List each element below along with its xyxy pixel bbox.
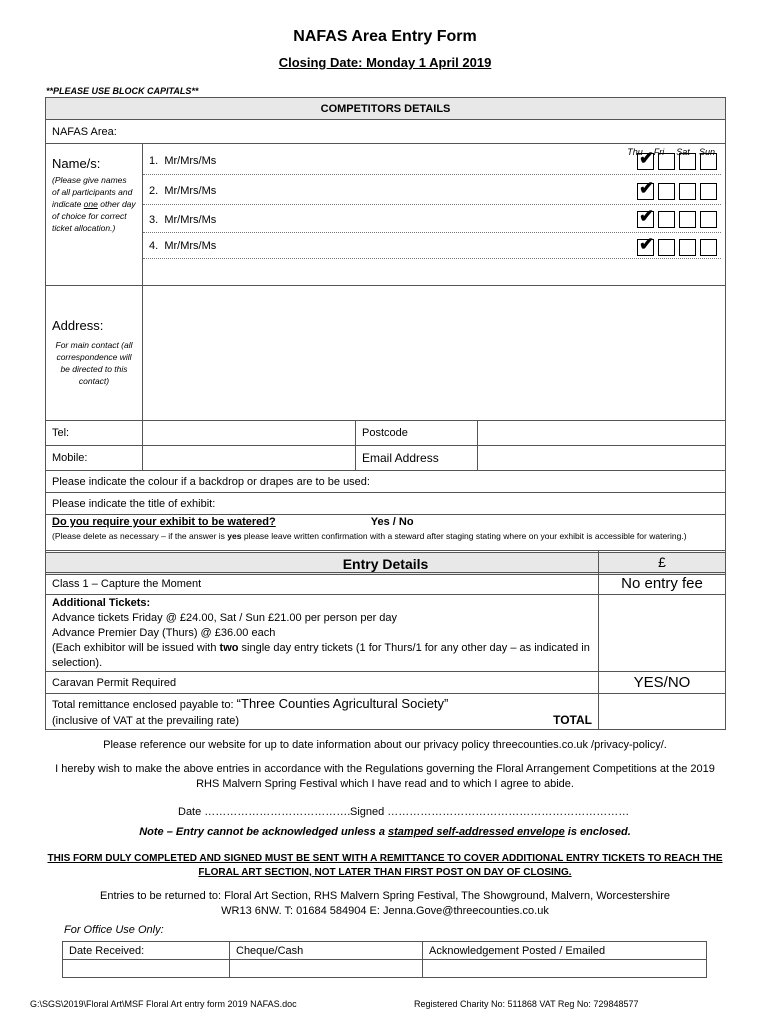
date-received-label: Date Received: xyxy=(63,942,230,960)
fri-checkbox-3[interactable] xyxy=(658,211,675,228)
tick-icon: ✔ xyxy=(639,234,655,254)
thu-checkbox-4[interactable] xyxy=(637,234,655,256)
additional-heading: Additional Tickets: xyxy=(52,597,151,609)
address-label-cell xyxy=(46,286,143,421)
competitors-heading: COMPETITORS DETAILS xyxy=(46,98,726,120)
remittance-line: Total remittance enclosed payable to: “Three Counties Agricultural Society” xyxy=(52,696,449,711)
advance-line: Advance tickets Friday @ £24.00, Sat / Sun £21.00 per person per day xyxy=(52,612,398,624)
total-label: TOTAL xyxy=(553,713,592,727)
name-entry-3[interactable]: 3. Mr/Mrs/Ms xyxy=(149,214,217,226)
fri-checkbox-1[interactable] xyxy=(658,153,675,170)
sun-checkbox-3[interactable] xyxy=(700,211,717,228)
class-fee: No entry fee xyxy=(599,573,726,595)
names-label: Name/s: xyxy=(52,156,101,171)
class-label: Class 1 – Capture the Moment xyxy=(46,573,599,595)
cheque-cash-label: Cheque/Cash xyxy=(230,942,423,960)
privacy-note: Please reference our website for up to date information about our privacy policy threecounties.co.uk /privacy-policy/. xyxy=(103,739,667,751)
pound-header: £ xyxy=(599,551,726,573)
day-thu: Thu xyxy=(627,147,643,157)
names-note: (Please give names of all participants and indicate one other day of choice for correct ticket allocation.) xyxy=(52,175,136,233)
nafas-area-label: NAFAS Area: xyxy=(52,125,117,138)
date-received-field[interactable] xyxy=(63,960,230,978)
tel-field[interactable] xyxy=(143,421,356,446)
thu-checkbox-1[interactable] xyxy=(637,148,655,170)
watered-question: Do you require your exhibit to be watered? xyxy=(52,516,276,528)
names-label-cell xyxy=(46,144,143,286)
address-note: For main contact (all correspondence will be directed to this contact) xyxy=(55,340,133,386)
entry-heading: Entry Details xyxy=(46,553,726,575)
date-line[interactable]: Date …………………………………. xyxy=(178,806,351,818)
page-title: NAFAS Area Entry Form xyxy=(293,28,477,45)
tick-icon: ✔ xyxy=(639,178,655,198)
sat-checkbox-2[interactable] xyxy=(679,183,696,200)
day-checkboxes-4 xyxy=(633,234,717,256)
names-cell xyxy=(143,144,726,286)
file-path: G:\SGS\2019\Floral Art\MSF Floral Art entry form 2019 NAFAS.doc xyxy=(30,999,297,1009)
acknowledgement-label: Acknowledgement Posted / Emailed xyxy=(423,942,707,960)
mobile-label: Mobile: xyxy=(46,446,143,471)
day-fri: Fri xyxy=(653,147,665,157)
address-label: Address: xyxy=(52,318,104,333)
sun-checkbox-2[interactable] xyxy=(700,183,717,200)
nafas-area-field[interactable] xyxy=(46,120,726,144)
signed-line[interactable]: Signed ………………………………………………………… xyxy=(350,806,630,818)
tick-icon: ✔ xyxy=(639,148,655,168)
caravan-label: Caravan Permit Required xyxy=(46,672,599,694)
email-label: Email Address xyxy=(356,446,478,471)
sat-checkbox-4[interactable] xyxy=(679,239,696,256)
vat-line: (inclusive of VAT at the prevailing rate) xyxy=(52,715,240,727)
envelope-note: Note – Entry cannot be acknowledged unless a stamped self-addressed envelope is enclosed. xyxy=(139,826,631,838)
office-table xyxy=(62,941,707,978)
backdrop-field[interactable]: Please indicate the colour if a backdrop or drapes are to be used: xyxy=(46,471,726,493)
remittance-cell xyxy=(46,694,599,730)
declaration: I hereby wish to make the above entries in accordance with the Regulations governing the Floral Arrangement Competitions at the 2019 RHS Malvern Spring Festival which I have read and to which I agree to abide. xyxy=(55,763,715,790)
watering-cell xyxy=(46,515,726,553)
name-entry-2[interactable]: 2. Mr/Mrs/Ms xyxy=(149,185,217,197)
sun-checkbox-4[interactable] xyxy=(700,239,717,256)
thu-checkbox-3[interactable] xyxy=(637,206,655,228)
mobile-field[interactable] xyxy=(143,446,356,471)
must-send-notice: THIS FORM DULY COMPLETED AND SIGNED MUST BE SENT WITH A REMITTANCE TO COVER ADDITIONAL ENTRY TICKETS TO REACH THE FLORAL ART SECTION, NOT LATER THAN FIRST POST ON DAY OF CLOSING. xyxy=(47,853,723,878)
sat-checkbox-1[interactable] xyxy=(679,153,696,170)
day-checkboxes-3 xyxy=(633,206,717,228)
day-checkboxes-2 xyxy=(633,178,717,200)
name-entry-4[interactable]: 4. Mr/Mrs/Ms xyxy=(149,240,217,252)
entry-table xyxy=(45,550,726,730)
postcode-label: Postcode xyxy=(356,421,478,446)
exhibit-title-field[interactable]: Please indicate the title of exhibit: xyxy=(46,493,726,515)
thu-checkbox-2[interactable] xyxy=(637,178,655,200)
entry-blank xyxy=(46,551,599,573)
return-address: Entries to be returned to: Floral Art Section, RHS Malvern Spring Festival, The Showground, Malvern, Worcestershire WR13 6NW. T: 01684 584904 E: Jenna.Gove@threecounties.co.uk xyxy=(99,890,670,917)
closing-date: Closing Date: Monday 1 April 2019 xyxy=(278,55,492,70)
tick-icon: ✔ xyxy=(639,206,655,226)
tel-label: Tel: xyxy=(46,421,143,446)
name-entry-1[interactable]: 1. Mr/Mrs/Ms xyxy=(149,155,217,167)
watered-answer[interactable]: Yes / No xyxy=(370,516,414,528)
watered-note: (Please delete as necessary – if the answer is yes please leave written confirmation with a steward after staging stating where on your exhibit is accessible for watering.) xyxy=(52,531,687,541)
day-sat: Sat xyxy=(676,147,690,157)
each-exhibitor-line: (Each exhibitor will be issued with two single day entry tickets (1 for Thurs/1 for any other day – as indicated in selection). xyxy=(52,642,590,669)
charity-info: Registered Charity No: 511868 VAT Reg No: 729848577 xyxy=(414,999,639,1009)
sat-checkbox-3[interactable] xyxy=(679,211,696,228)
premier-line: Advance Premier Day (Thurs) @ £36.00 each xyxy=(52,627,276,639)
fri-checkbox-2[interactable] xyxy=(658,183,675,200)
day-sun: Sun xyxy=(699,147,716,157)
cheque-cash-field[interactable] xyxy=(230,960,423,978)
office-heading: For Office Use Only: xyxy=(64,924,164,936)
additional-tickets-amount[interactable] xyxy=(599,595,726,672)
sun-checkbox-1[interactable] xyxy=(700,153,717,170)
additional-tickets-cell xyxy=(46,595,599,672)
email-field[interactable] xyxy=(478,446,726,471)
competitors-table xyxy=(45,97,726,575)
acknowledgement-field[interactable] xyxy=(423,960,707,978)
block-capitals-note: **PLEASE USE BLOCK CAPITALS** xyxy=(46,86,199,96)
fri-checkbox-4[interactable] xyxy=(658,239,675,256)
caravan-answer[interactable]: YES/NO xyxy=(599,672,726,694)
address-field[interactable] xyxy=(143,286,726,421)
postcode-field[interactable] xyxy=(478,421,726,446)
total-amount-field[interactable] xyxy=(599,694,726,730)
